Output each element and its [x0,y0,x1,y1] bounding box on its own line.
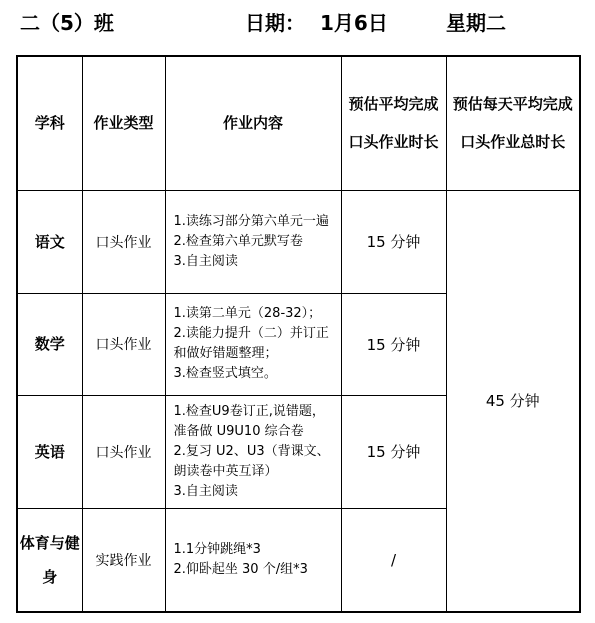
weekday-value: 星期二 [446,11,506,35]
date-label: 日期： [245,11,305,35]
total-duration-cell: 45 分钟 [446,190,580,612]
type-cell: 口头作业 [82,190,165,293]
column-header-content: 作业内容 [165,56,341,190]
content-line: 1.读第二单元（28-32）； [173,306,322,321]
content-line: 3.自主阅读 [173,253,238,269]
type-cell: 实践作业 [82,508,165,612]
content-line: 2.仰卧起坐 30 个/组*3 [173,561,308,577]
duration-cell: / [341,508,446,612]
column-header-total-duration: 预估每天平均完成口头作业总时长 [446,56,580,190]
content-cell [165,293,341,395]
table-header-row [17,56,580,190]
content-cell [165,190,341,293]
content-line: 2.复习 U2、U3（背课文、朗读卷中英互译） [173,443,330,479]
content-cell [165,508,341,612]
content-line: 1.1分钟跳绳*3 [173,541,261,557]
homework-table [16,55,581,613]
content-line: 3.检查竖式填空。 [173,366,277,381]
subject-cell: 体育与健身 [17,508,82,612]
content-line: 2.检查第六单元默写卷 [173,233,303,249]
column-header-subject: 学科 [17,56,82,190]
subject-cell: 英语 [17,395,82,508]
subject-cell: 语文 [17,190,82,293]
content-line: 2.读能力提升（二）并订正和做好错题整理； [173,326,329,361]
duration-cell: 15 分钟 [341,395,446,508]
date-value: 1月6日 [320,11,388,35]
type-cell: 口头作业 [82,293,165,395]
table-row [17,190,580,293]
column-header-avg-duration: 预估平均完成口头作业时长 [341,56,446,190]
duration-cell: 15 分钟 [341,293,446,395]
type-cell: 口头作业 [82,395,165,508]
duration-cell: 15 分钟 [341,190,446,293]
subject-cell: 数学 [17,293,82,395]
content-line: 3.自主阅读 [173,483,238,499]
page-header [0,8,595,40]
content-line: 1.读练习部分第六单元一遍 [173,213,329,229]
content-line: 1.检查U9卷订正,说错题，准备做 U9U10 综合卷 [173,403,325,439]
class-name: 二（5）班 [20,11,114,35]
column-header-type: 作业类型 [82,56,165,190]
content-cell [165,395,341,508]
